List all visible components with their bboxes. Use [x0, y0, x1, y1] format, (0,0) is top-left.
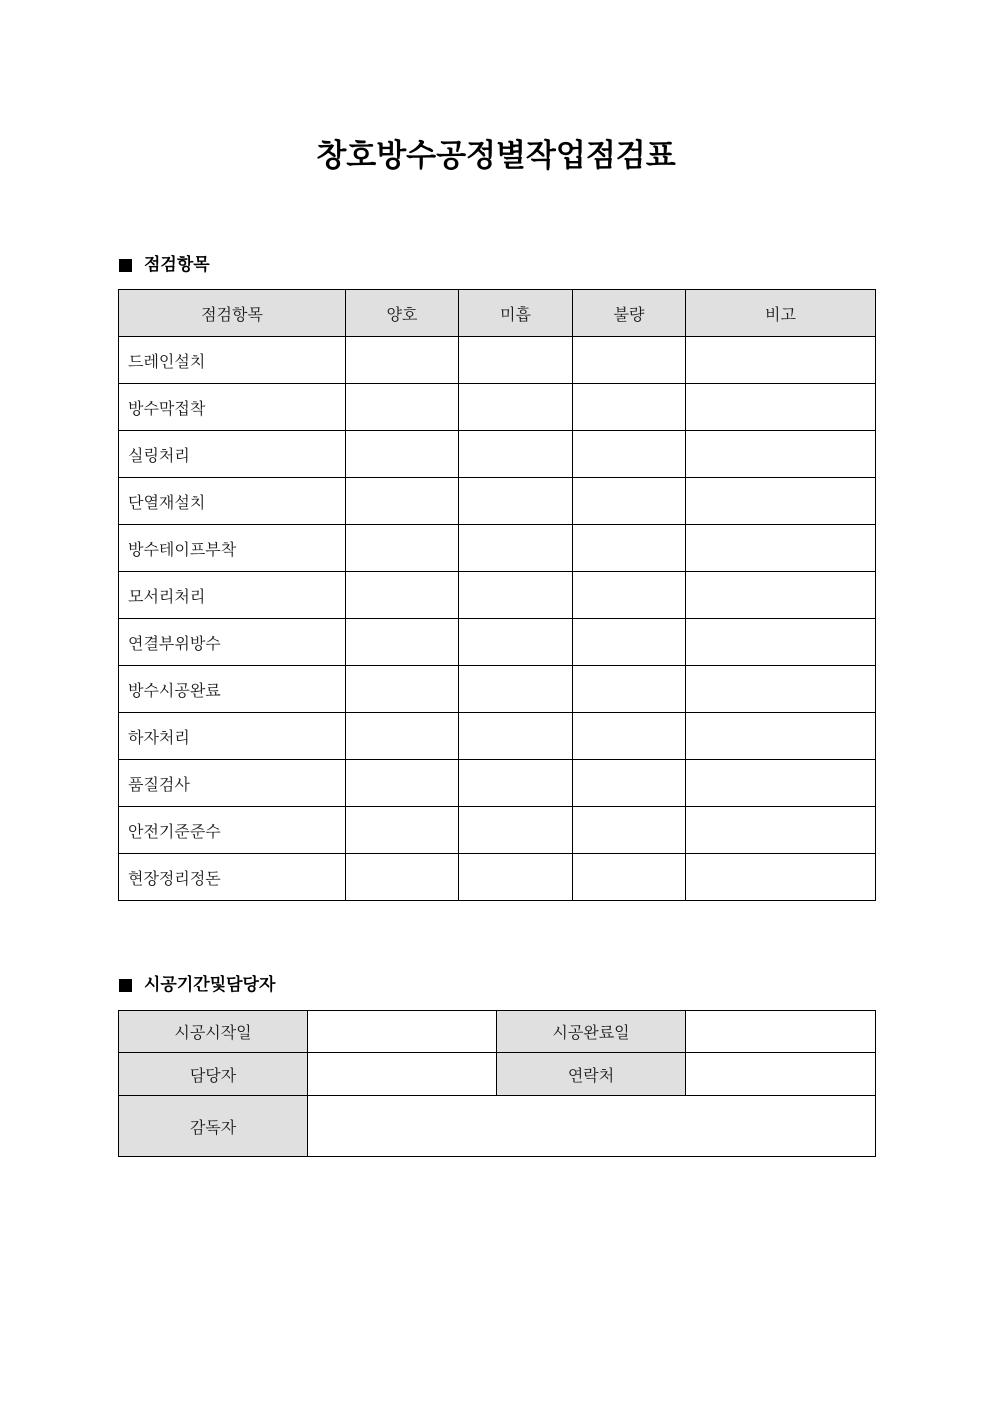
remarks-cell[interactable] [686, 384, 876, 431]
good-cell[interactable] [346, 760, 459, 807]
table-row [119, 384, 876, 431]
period-manager-table [118, 1010, 876, 1157]
section-heading-label: 시공기간및담당자 [144, 975, 276, 995]
item-name: 연결부위방수 [119, 619, 346, 666]
section-heading-label: 점검항목 [144, 255, 210, 275]
insufficient-cell[interactable] [459, 807, 573, 854]
remarks-cell[interactable] [686, 572, 876, 619]
insufficient-cell[interactable] [459, 431, 573, 478]
good-cell[interactable] [346, 713, 459, 760]
good-cell[interactable] [346, 854, 459, 901]
insufficient-cell[interactable] [459, 619, 573, 666]
item-name: 현장정리정돈 [119, 854, 346, 901]
table-row [119, 337, 876, 384]
insufficient-cell[interactable] [459, 713, 573, 760]
remarks-cell[interactable] [686, 713, 876, 760]
good-cell[interactable] [346, 807, 459, 854]
start-date-field[interactable] [308, 1011, 497, 1053]
table-row [119, 478, 876, 525]
item-name: 모서리처리 [119, 572, 346, 619]
remarks-cell[interactable] [686, 760, 876, 807]
poor-cell[interactable] [573, 478, 686, 525]
manager-field[interactable] [308, 1053, 497, 1096]
table-row [119, 713, 876, 760]
table-header-row [119, 290, 876, 337]
square-bullet-icon [119, 259, 132, 272]
table-row [119, 525, 876, 572]
remarks-cell[interactable] [686, 478, 876, 525]
table-row [119, 619, 876, 666]
contact-field[interactable] [686, 1053, 876, 1096]
item-name: 실링처리 [119, 431, 346, 478]
good-cell[interactable] [346, 431, 459, 478]
table-row [119, 572, 876, 619]
supervisor-field[interactable] [308, 1096, 876, 1157]
item-name: 안전기준준수 [119, 807, 346, 854]
item-name: 방수시공완료 [119, 666, 346, 713]
table-row [119, 807, 876, 854]
section-heading-inspection [119, 253, 210, 277]
table-row [119, 431, 876, 478]
insufficient-cell[interactable] [459, 572, 573, 619]
insufficient-cell[interactable] [459, 854, 573, 901]
good-cell[interactable] [346, 384, 459, 431]
insufficient-cell[interactable] [459, 666, 573, 713]
end-date-field[interactable] [686, 1011, 876, 1053]
good-cell[interactable] [346, 666, 459, 713]
insufficient-cell[interactable] [459, 525, 573, 572]
poor-cell[interactable] [573, 572, 686, 619]
contact-label: 연락처 [497, 1053, 686, 1096]
column-header-insufficient: 미흡 [459, 290, 573, 337]
table-row [119, 1096, 876, 1157]
section-heading-period [119, 973, 275, 997]
square-bullet-icon [119, 979, 132, 992]
column-header-remarks: 비고 [686, 290, 876, 337]
poor-cell[interactable] [573, 525, 686, 572]
poor-cell[interactable] [573, 854, 686, 901]
item-name: 드레인설치 [119, 337, 346, 384]
inspection-table [118, 289, 876, 901]
poor-cell[interactable] [573, 337, 686, 384]
table-row [119, 666, 876, 713]
good-cell[interactable] [346, 619, 459, 666]
document-title: 창호방수공정별작업점검표 [316, 138, 676, 174]
item-name: 하자처리 [119, 713, 346, 760]
remarks-cell[interactable] [686, 431, 876, 478]
table-row [119, 1053, 876, 1096]
supervisor-label: 감독자 [119, 1096, 308, 1157]
good-cell[interactable] [346, 572, 459, 619]
good-cell[interactable] [346, 337, 459, 384]
insufficient-cell[interactable] [459, 337, 573, 384]
insufficient-cell[interactable] [459, 760, 573, 807]
end-date-label: 시공완료일 [497, 1011, 686, 1053]
column-header-good: 양호 [346, 290, 459, 337]
table-row [119, 854, 876, 901]
poor-cell[interactable] [573, 431, 686, 478]
remarks-cell[interactable] [686, 854, 876, 901]
item-name: 품질검사 [119, 760, 346, 807]
poor-cell[interactable] [573, 666, 686, 713]
item-name: 방수테이프부착 [119, 525, 346, 572]
insufficient-cell[interactable] [459, 478, 573, 525]
remarks-cell[interactable] [686, 666, 876, 713]
remarks-cell[interactable] [686, 807, 876, 854]
poor-cell[interactable] [573, 619, 686, 666]
column-header-poor: 불량 [573, 290, 686, 337]
remarks-cell[interactable] [686, 337, 876, 384]
poor-cell[interactable] [573, 384, 686, 431]
item-name: 단열재설치 [119, 478, 346, 525]
column-header-item: 점검항목 [119, 290, 346, 337]
table-row [119, 760, 876, 807]
good-cell[interactable] [346, 525, 459, 572]
poor-cell[interactable] [573, 760, 686, 807]
table-row [119, 1011, 876, 1053]
remarks-cell[interactable] [686, 619, 876, 666]
insufficient-cell[interactable] [459, 384, 573, 431]
manager-label: 담당자 [119, 1053, 308, 1096]
start-date-label: 시공시작일 [119, 1011, 308, 1053]
poor-cell[interactable] [573, 713, 686, 760]
poor-cell[interactable] [573, 807, 686, 854]
remarks-cell[interactable] [686, 525, 876, 572]
item-name: 방수막접착 [119, 384, 346, 431]
good-cell[interactable] [346, 478, 459, 525]
